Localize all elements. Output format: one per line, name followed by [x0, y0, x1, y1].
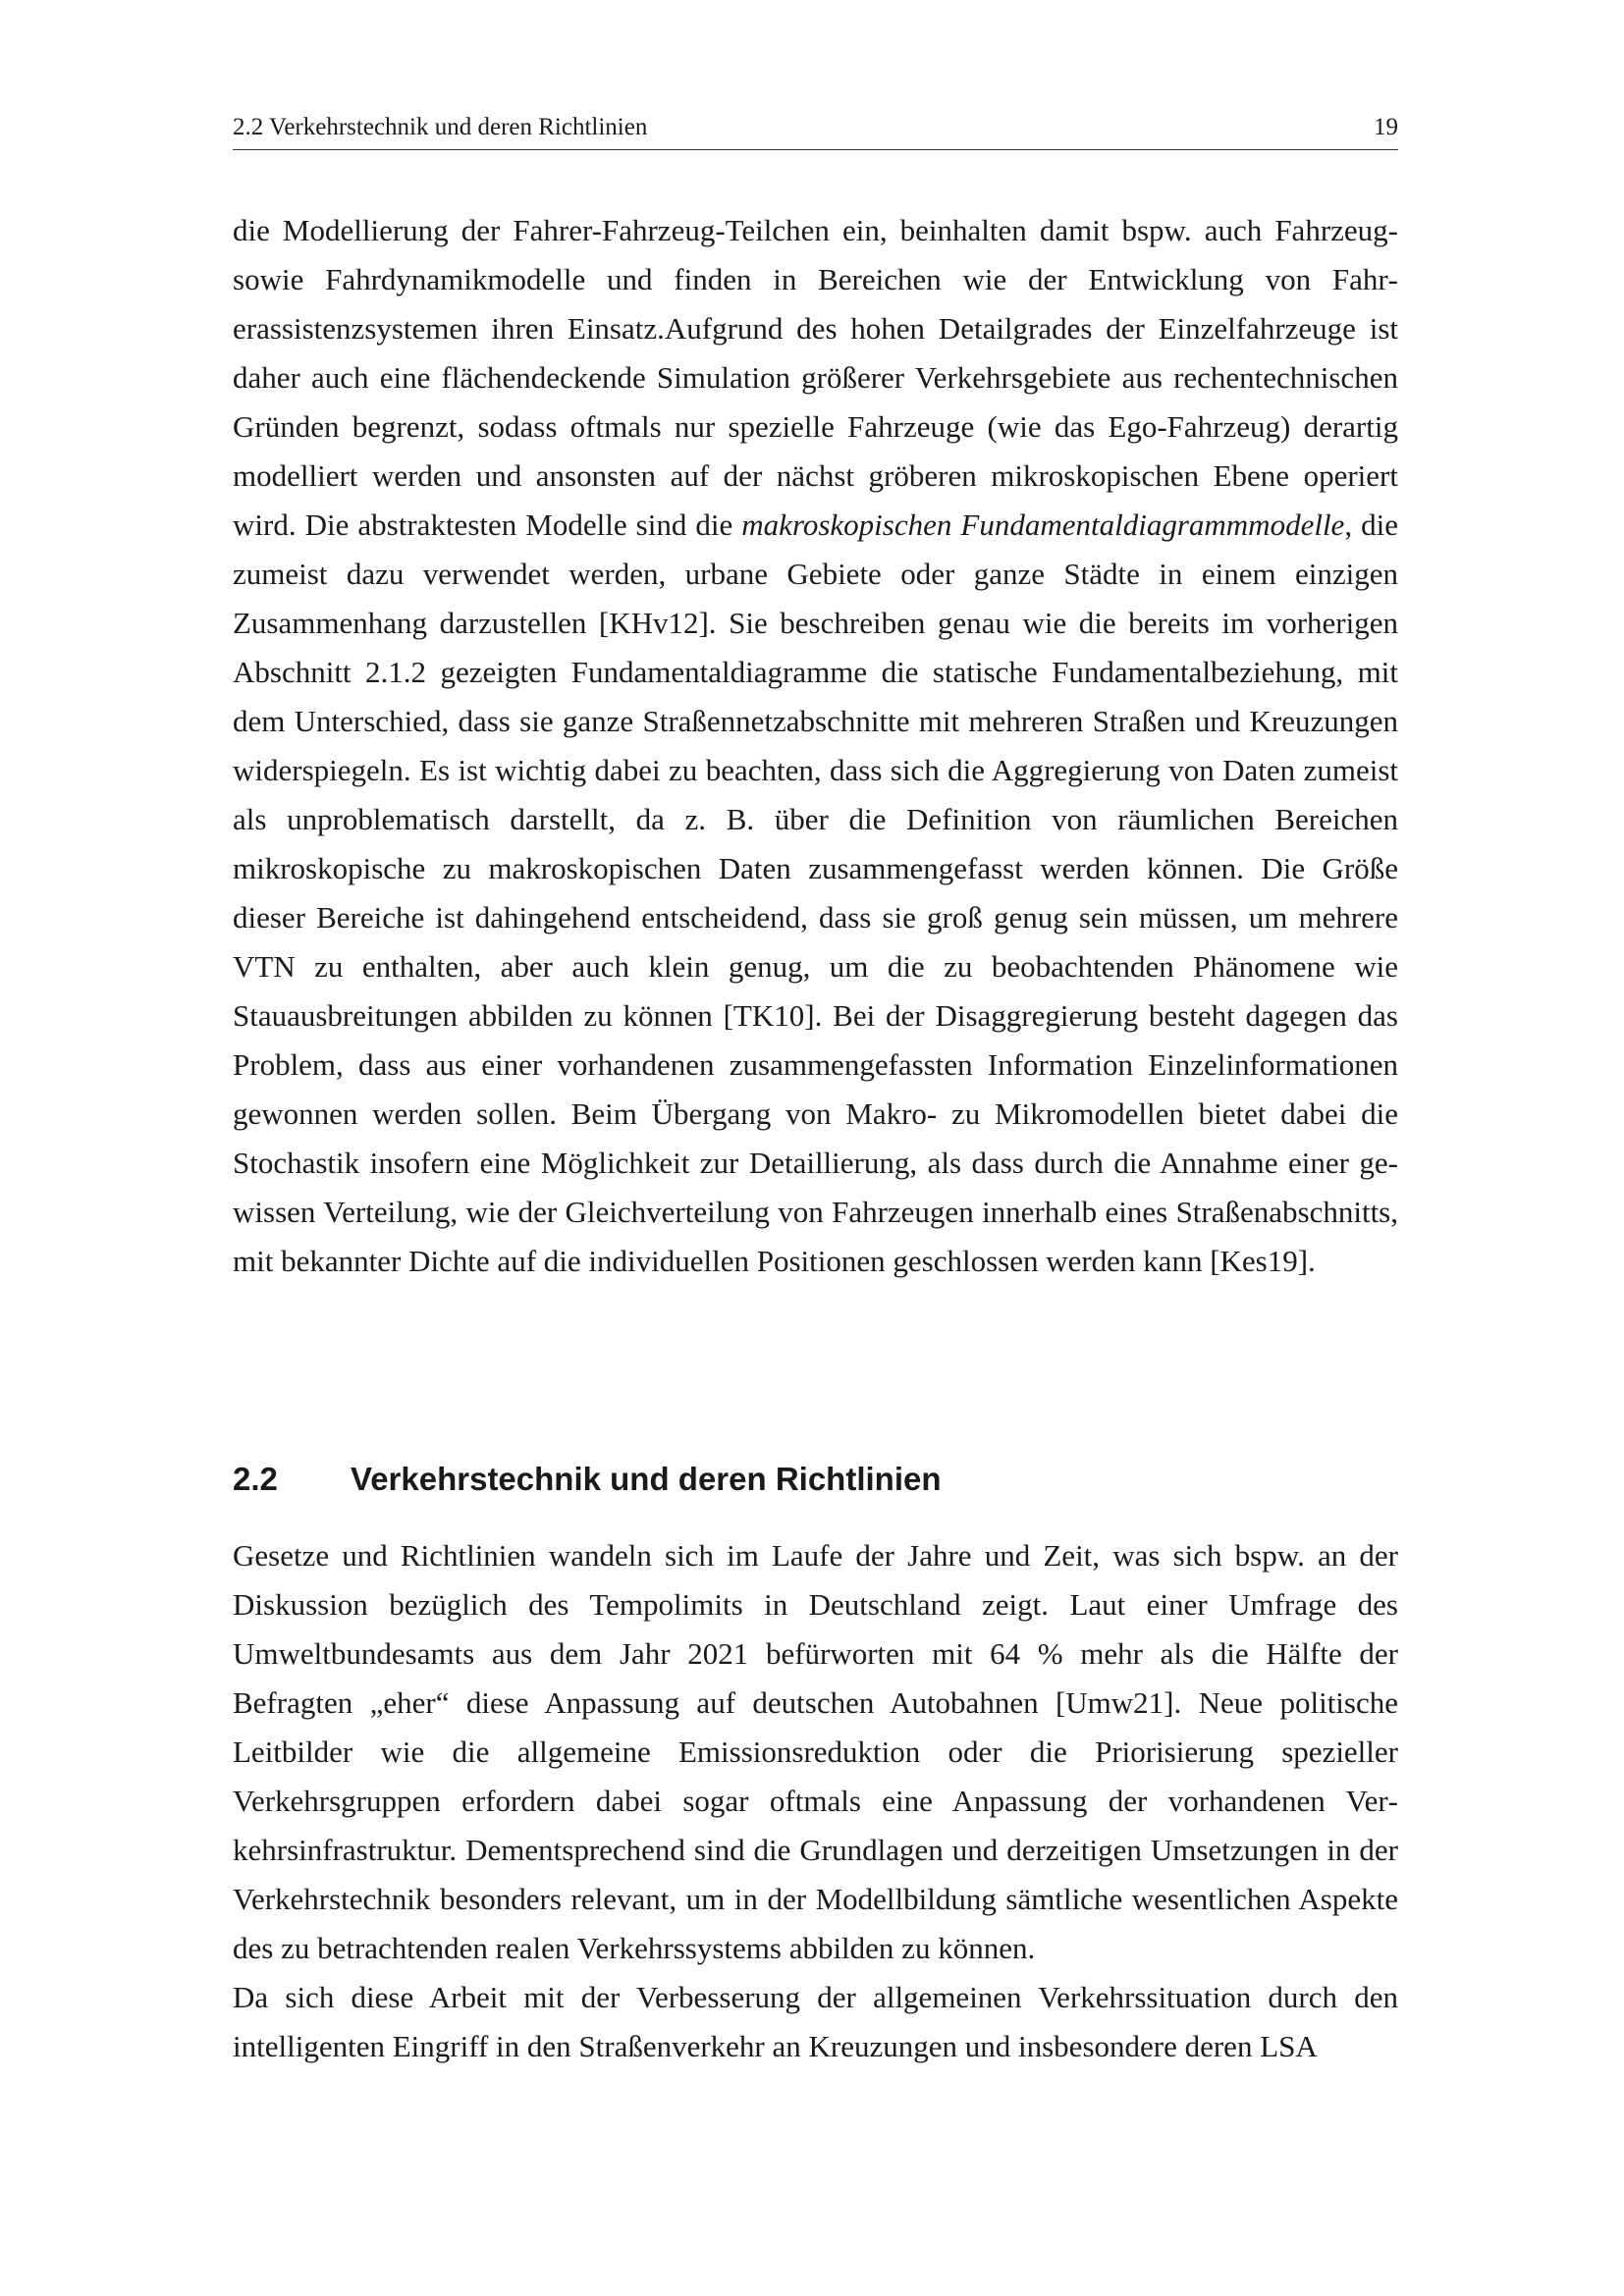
italic-term: makroskopischen Fundamentaldiagrammmodelle: [741, 507, 1345, 542]
page-number: 19: [1374, 114, 1398, 140]
section-heading: [233, 1458, 942, 1501]
section-number: 2.2: [233, 1461, 278, 1497]
paragraph-1-text-a: die Modellierung der Fahrer-Fahrzeug-Teilchen ein, beinhalten damit bspw. auch Fahrzeug- sowie Fahrdynamikmodelle und finden in Bereichen wie der Entwicklung von Fahrerassistenzsystemen ihren Einsatz.Aufgrund des hohen Detailgrades der Einzelfahrzeuge ist daher auch eine flächendeckende Simulation größerer Verkehrsgebiete aus rechentechnischen Gründen begrenzt, sodass oftmals nur spezielle Fahrzeuge (wie das Ego-Fahrzeug) derartig modelliert werden und ansonsten auf der nächst gröberen mikroskopischen Ebene operiert wird. Die abstraktesten Modelle sind die: [233, 213, 1398, 542]
paragraph-1-text-b: , die zumeist dazu verwendet werden, urbane Gebiete oder ganze Städte in einem einzigen Zusammenhang darzustellen [KHv12]. Sie beschreiben genau wie die bereits im vorherigen Abschnitt 2.1.2 gezeigten Fundamentaldiagramme die statische Fundamentalbeziehung, mit dem Unterschied, dass sie ganze Straßennetzabschnitte mit mehreren Straßen und Kreuzungen widerspiegeln. Es ist wichtig dabei zu beachten, dass sich die Aggregierung von Daten zumeist als unproblematisch darstellt, da z. B. über die Definition von räumlichen Bereichen mikroskopische zu makroskopischen Daten zusammengefasst werden können. Die Größe dieser Bereiche ist dahingehend entscheidend, dass sie groß genug sein müssen, um mehrere VTN zu enthalten, aber auch klein genug, um die zu beobachtenden Phänomene wie Stauausbreitungen abbilden zu können [TK10]. Bei der Disaggregierung besteht dagegen das Problem, dass aus einer vorhandenen zusammengefassten Information Einzelinformationen gewonnen werden sollen. Beim Übergang von Makro- zu Mikromodellen bietet dabei die Stochastik insofern eine Möglichkeit zur Detaillierung, als dass durch die Annahme einer gewissen Verteilung, wie der Gleichverteilung von Fahrzeugen innerhalb eines Straßenabschnitts, mit bekannter Dichte auf die individuellen Positionen geschlossen werden kann [Kes19].: [233, 507, 1398, 1278]
paragraph-3: Da sich diese Arbeit mit der Verbesserung der allgemeinen Verkehrssituation durch den intelligenten Eingriff in den Straßenverkehr an Kreuzungen und insbesondere deren LSA: [233, 1980, 1398, 2063]
paragraph-2: Gesetze und Richtlinien wandeln sich im Laufe der Jahre und Zeit, was sich bspw. an der Diskussion bezüglich des Tempolimits in Deutschland zeigt. Laut einer Umfrage des Umweltbundesamts aus dem Jahr 2021 befürworten mit 64 % mehr als die Hälfte der Befragten „eher“ diese Anpassung auf deutschen Autobahnen [Umw21]. Neue politische Leitbilder wie die allgemeine Emissionsreduktion oder die Priorisierung spezieller Verkehrsgruppen erfordern dabei sogar oftmals eine Anpassung der vorhandenen Verkehrsinfrastruktur. Dementsprechend sind die Grundlagen und derzeitigen Umsetzungen in der Verkehrstechnik besonders relevant, um in der Modellbildung sämtliche wesentlichen Aspekte des zu betrachtenden realen Verkehrssystems abbilden zu können.: [233, 1538, 1398, 1965]
running-title: 2.2 Verkehrstechnik und deren Richtlinien: [233, 114, 648, 140]
paragraph-1: [233, 206, 1398, 1286]
section-title: Verkehrstechnik und deren Richtlinien: [351, 1461, 942, 1497]
page-header: [233, 110, 1398, 150]
